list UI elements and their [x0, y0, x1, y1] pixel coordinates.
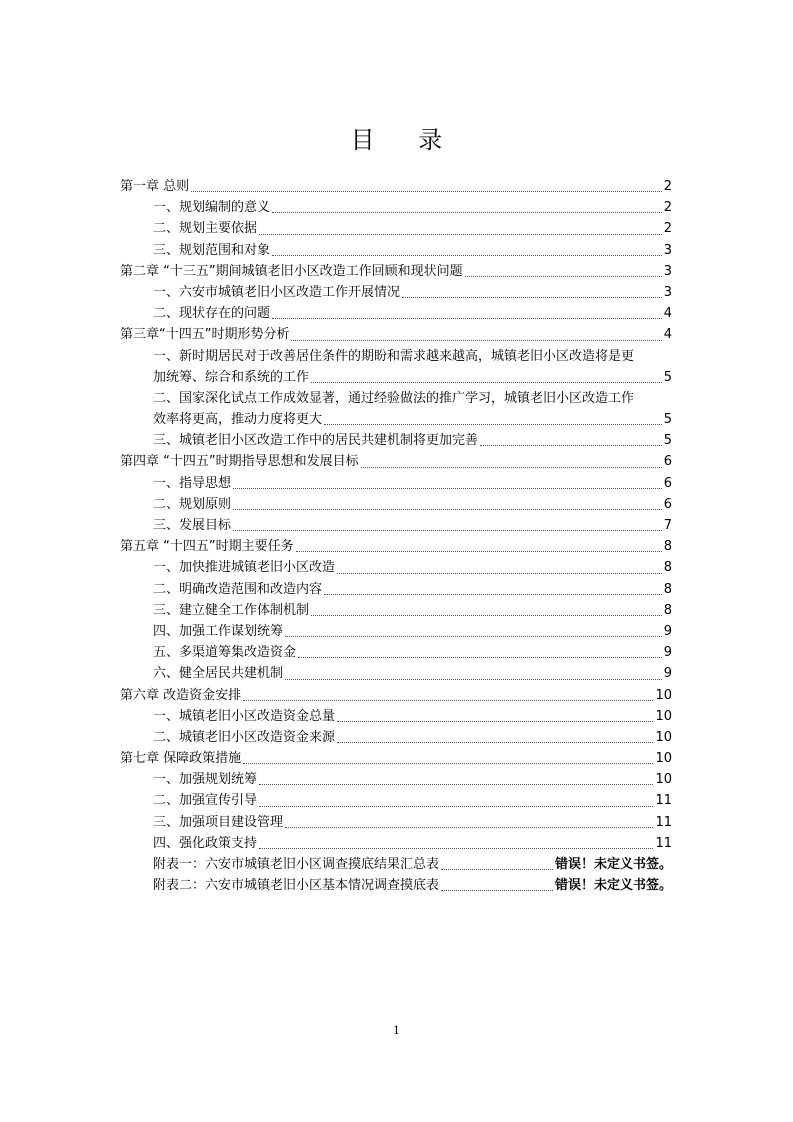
toc-chapter-3[interactable]: 第三章“十四五”时期形势分析 4 — [120, 327, 672, 343]
toc-section[interactable]: 二、规划原则 6 — [153, 496, 672, 512]
toc-section[interactable]: 一、加快推进城镇老旧小区改造 8 — [153, 560, 672, 576]
page-number: 1 — [393, 1024, 400, 1037]
toc-section[interactable]: 三、规划范围和对象 3 — [153, 242, 672, 258]
bookmark-error: 错误！未定义书签。 — [554, 878, 672, 894]
toc-chapter-1[interactable]: 第一章 总则 2 — [120, 178, 672, 194]
toc-section[interactable]: 三、加强项目建设管理 11 — [153, 814, 672, 830]
toc-chapter-5[interactable]: 第五章 “十四五”时期主要任务 8 — [120, 539, 672, 555]
toc-section[interactable]: 六、健全居民共建机制 9 — [153, 666, 672, 682]
toc-section[interactable]: 二、城镇老旧小区改造资金来源 10 — [153, 729, 672, 745]
bookmark-error: 错误！未定义书签。 — [554, 857, 672, 873]
toc-section[interactable]: 一、城镇老旧小区改造资金总量 10 — [153, 708, 672, 724]
toc-section[interactable]: 二、明确改造范围和改造内容 8 — [153, 581, 672, 597]
table-of-contents — [120, 176, 672, 896]
toc-section[interactable]: 三、建立健全工作体制机制 8 — [153, 602, 672, 618]
toc-section[interactable]: 二、现状存在的问题 4 — [153, 306, 672, 322]
toc-chapter-7[interactable]: 第七章 保障政策措施 10 — [120, 751, 672, 767]
toc-section[interactable]: 三、发展目标 7 — [153, 518, 672, 534]
toc-section[interactable]: 一、规划编制的意义 2 — [153, 200, 672, 216]
toc-section[interactable]: 二、加强宣传引导 11 — [153, 793, 672, 809]
toc-section-multiline[interactable]: 一、新时期居民对于改善居住条件的期盼和需求越来越高，城镇老旧小区改造将是更 加统筹、综合和系统的工作 5 — [153, 348, 672, 385]
toc-section[interactable]: 四、强化政策支持 11 — [153, 835, 672, 851]
toc-title: 目 录 — [350, 126, 461, 154]
toc-appendix-1[interactable]: 附表一：六安市城镇老旧小区调查摸底结果汇总表 错误！未定义书签。 — [120, 854, 672, 875]
toc-section[interactable]: 二、规划主要依据 2 — [153, 221, 672, 237]
toc-chapter-6[interactable]: 第六章 改造资金安排 10 — [120, 687, 672, 703]
toc-section[interactable]: 一、指导思想 6 — [153, 475, 672, 491]
toc-section[interactable]: 四、加强工作谋划统筹 9 — [153, 623, 672, 639]
toc-section[interactable]: 一、六安市城镇老旧小区改造工作开展情况 3 — [153, 284, 672, 300]
toc-section[interactable]: 一、加强规划统筹 10 — [153, 772, 672, 788]
toc-section-multiline[interactable]: 二、国家深化试点工作成效显著，通过经验做法的推广学习，城镇老旧小区改造工作 效率将更高，推动力度将更大 5 — [153, 390, 672, 428]
toc-section[interactable]: 五、多渠道筹集改造资金 9 — [153, 645, 672, 661]
toc-chapter-2[interactable]: 第二章 “十三五”期间城镇老旧小区改造工作回顾和现状问题 3 — [120, 263, 672, 279]
toc-appendix-2[interactable]: 附表二：六安市城镇老旧小区基本情况调查摸底表 错误！未定义书签。 — [120, 875, 672, 896]
toc-chapter-4[interactable]: 第四章 “十四五”时期指导思想和发展目标 6 — [120, 454, 672, 470]
toc-section[interactable]: 三、城镇老旧小区改造工作中的居民共建机制将更加完善 5 — [153, 433, 672, 449]
